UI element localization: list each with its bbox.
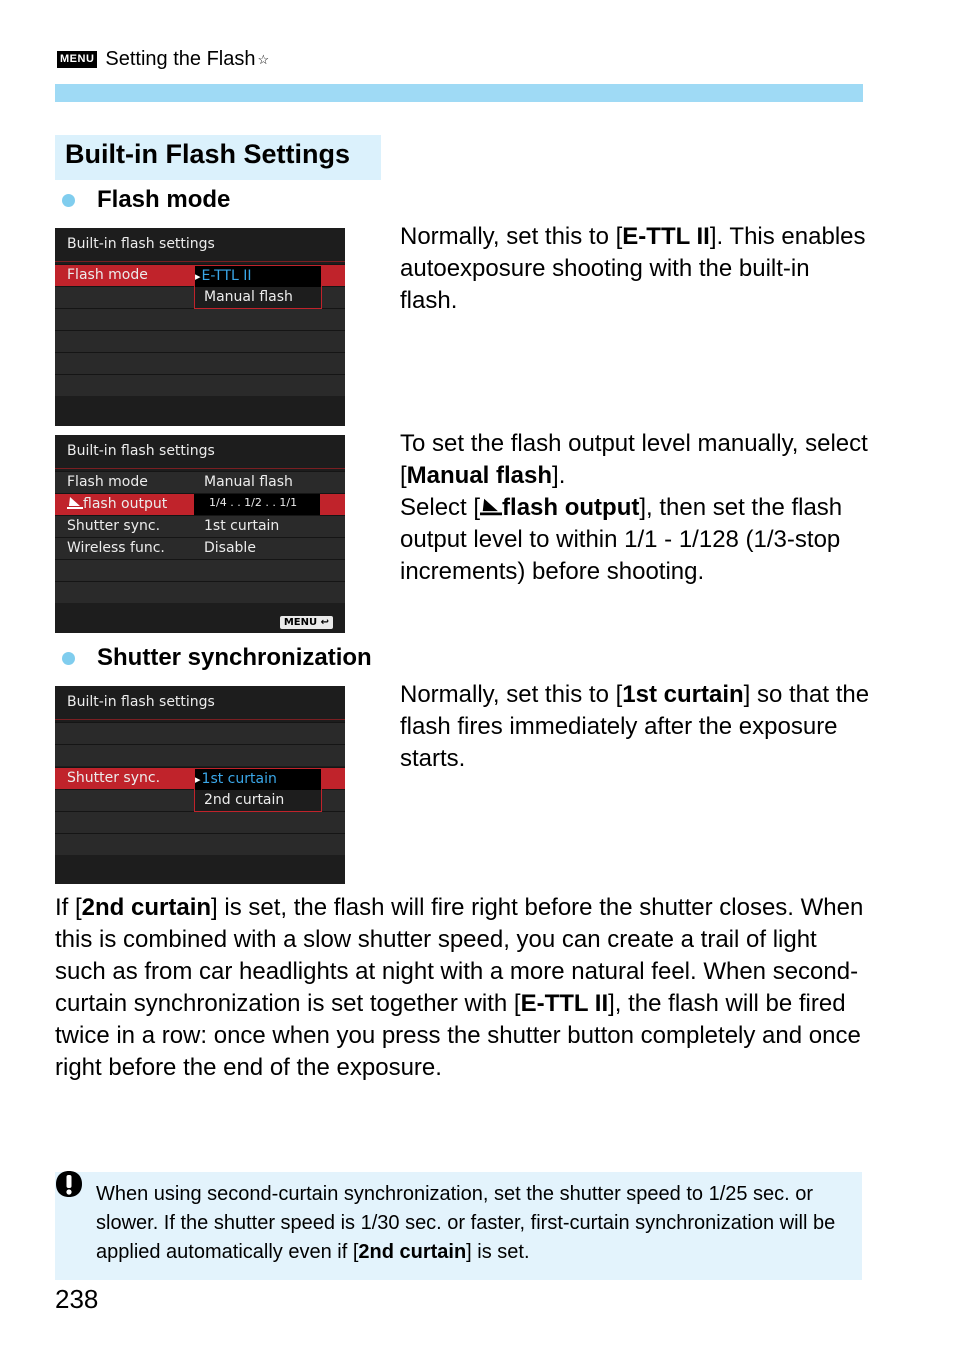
manual-flash-description: To set the flash output level manually, select [Manual flash]. Select [ flash output], then set the flash output level to within 1/1 - 1/128 (1/3-stop increments) before shooting. bbox=[400, 430, 868, 585]
running-title: Setting the Flash bbox=[105, 48, 256, 70]
flash-mode-heading-text: Flash mode bbox=[97, 186, 231, 213]
bullet-icon bbox=[62, 652, 75, 665]
camera-screen-flash-mode bbox=[55, 228, 345, 426]
camera-screen-shutter-sync bbox=[55, 686, 345, 884]
shutter-sync-description: Normally, set this to [1st curtain] so that the flash fires immediately after the exposure starts. bbox=[400, 681, 870, 772]
screen-title-divider bbox=[55, 719, 345, 720]
screen-row-flash-mode: Flash mode Manual flash bbox=[55, 471, 345, 493]
screen-row-flash-output: flash output 1/4 . . 1/2 . . 1/1 bbox=[55, 493, 345, 515]
flash-output-icon bbox=[67, 496, 83, 510]
option-2nd-curtain: 2nd curtain bbox=[204, 792, 285, 808]
bullet-icon bbox=[62, 194, 75, 207]
row-label: Flash mode bbox=[67, 267, 148, 283]
screen-row-shutter-sync: Shutter sync. bbox=[55, 767, 345, 789]
screen-title-divider bbox=[55, 261, 345, 262]
screen-row-empty bbox=[55, 308, 345, 330]
screen-title: Built-in flash settings bbox=[67, 694, 215, 710]
option-e-ttl: ▸ E-TTL II bbox=[195, 266, 321, 287]
running-header bbox=[57, 48, 269, 71]
menu-return-button: MENU ↩ bbox=[280, 616, 333, 629]
screen-row-empty bbox=[55, 811, 345, 833]
star-icon: ☆ bbox=[257, 51, 270, 67]
option-1st-curtain: ▸ 1st curtain bbox=[195, 769, 321, 790]
screen-row-empty bbox=[55, 722, 345, 744]
screen-title-divider bbox=[55, 468, 345, 469]
menu-badge: MENU bbox=[57, 51, 97, 68]
header-accent-bar bbox=[55, 84, 863, 102]
flash-output-scale: 1/4 . . 1/2 . . 1/1 bbox=[194, 494, 320, 515]
caution-icon bbox=[55, 1170, 83, 1202]
flash-output-icon bbox=[480, 497, 502, 517]
screen-row-empty bbox=[55, 559, 345, 581]
camera-screen-manual-flash bbox=[55, 435, 345, 633]
screen-row-empty bbox=[55, 833, 345, 855]
page-number: 238 bbox=[55, 1284, 99, 1314]
screen-row-empty bbox=[55, 374, 345, 396]
screen-row-empty bbox=[55, 581, 345, 603]
screen-row-empty bbox=[55, 744, 345, 766]
screen-row-empty bbox=[55, 330, 345, 352]
option-popup bbox=[194, 265, 322, 309]
section-title: Built-in Flash Settings bbox=[65, 139, 351, 169]
screen-title: Built-in flash settings bbox=[67, 443, 215, 459]
option-popup bbox=[194, 768, 322, 812]
flash-mode-heading bbox=[57, 186, 230, 214]
second-curtain-paragraph: If [2nd curtain] is set, the flash will fire right before the shutter closes. When this is combined with a slow shutter speed, you can create a trail of light such as from car headlights at night with a more natural feel. When second-curtain synchronization is set together with [E-TTL II], the flash will be fired twice in a row: once when you press the shutter button completely and once right before the end of the exposure. bbox=[55, 894, 864, 1081]
screen-row-wireless: Wireless func. Disable bbox=[55, 537, 345, 559]
screen-title: Built-in flash settings bbox=[67, 236, 215, 252]
shutter-sync-heading-text: Shutter synchronization bbox=[97, 644, 372, 671]
shutter-sync-heading bbox=[57, 644, 372, 672]
caution-note-text: When using second-curtain synchronization, set the shutter speed to 1/25 sec. or slower. If the shutter speed is 1/30 sec. or faster, first-curtain synchronization will be applied automatically even if [2nd curtain] is set. bbox=[96, 1183, 836, 1263]
screen-row-empty bbox=[55, 352, 345, 374]
flash-mode-description: Normally, set this to [E-TTL II]. This enables autoexposure shooting with the built-in flash. bbox=[400, 223, 866, 314]
option-manual-flash: Manual flash bbox=[204, 289, 293, 305]
screen-row-shutter-sync: Shutter sync. 1st curtain bbox=[55, 515, 345, 537]
